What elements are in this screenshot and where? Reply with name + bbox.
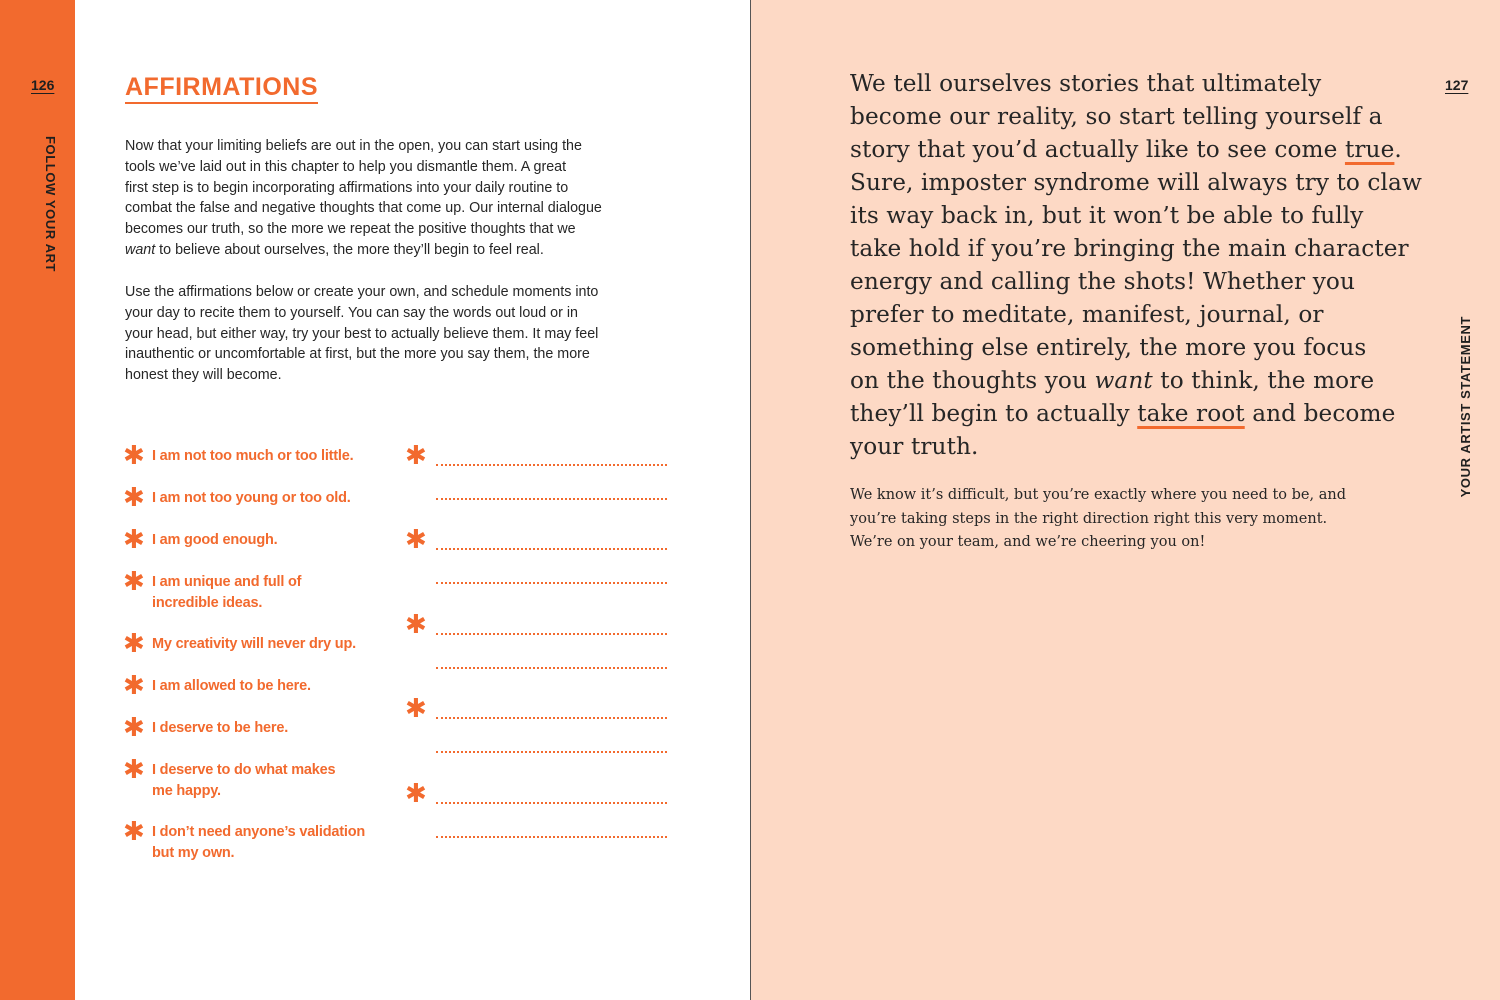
dotted-line: [436, 751, 667, 753]
text-fragment: story that you’d actually like to see come: [850, 136, 1345, 163]
closing-line: We’re on your team, and we’re cheering you on!: [850, 534, 1206, 551]
affirmation-text: [152, 718, 288, 739]
write-in-line[interactable]: [405, 525, 667, 555]
text-line: tools we’ve laid out in this chapter to help you dismantle them. A great: [125, 158, 567, 175]
affirmation-text: [152, 822, 365, 864]
asterisk-icon: ✱: [123, 629, 145, 659]
text-line: becomes our truth, so the more we repeat the positive thoughts that we: [125, 221, 576, 238]
asterisk-icon: ✱: [123, 755, 145, 785]
page-number-left: 126: [31, 77, 55, 93]
dotted-line: [436, 464, 667, 466]
section-title: AFFIRMATIONS: [125, 72, 318, 104]
text-fragment: they’ll begin to actually: [850, 400, 1138, 427]
dotted-line: [436, 717, 667, 719]
write-in-line[interactable]: [405, 818, 667, 838]
text-line: honest they will become.: [125, 367, 282, 384]
write-in-line[interactable]: [405, 649, 667, 669]
affirmation-line: I deserve to be here.: [152, 720, 289, 736]
affirmation-line: I am good enough.: [152, 532, 278, 548]
lead-line: its way back in, but it won’t be able to fully: [850, 202, 1364, 229]
closing-paragraph: [850, 484, 1410, 555]
affirmation-item: [123, 755, 393, 802]
dotted-line: [436, 548, 667, 550]
emphasis-want: want: [125, 241, 156, 258]
asterisk-icon: ✱: [123, 525, 145, 555]
affirmation-item: [123, 441, 393, 471]
affirmation-text: [152, 634, 356, 655]
write-in-line[interactable]: [405, 480, 667, 500]
dotted-line: [436, 582, 667, 584]
write-in-line[interactable]: [405, 564, 667, 584]
emphasis-want: want: [1094, 367, 1153, 394]
write-in-line[interactable]: [405, 733, 667, 753]
dotted-line: [436, 498, 667, 500]
dotted-line: [436, 836, 667, 838]
affirmation-text: [152, 446, 353, 467]
asterisk-icon: ✱: [123, 817, 145, 847]
write-in-line[interactable]: [405, 610, 667, 640]
affirmation-item: [123, 525, 393, 555]
affirmation-line: My creativity will never dry up.: [152, 636, 356, 652]
lead-line: energy and calling the shots! Whether you: [850, 268, 1356, 295]
closing-line: We know it’s difficult, but you’re exactly where you need to be, and: [850, 487, 1346, 503]
affirmation-line: incredible ideas.: [152, 595, 263, 611]
lead-line: [850, 364, 1420, 397]
underlined-word-true: true: [1344, 136, 1395, 163]
closing-line: you’re taking steps in the right direction right this very moment.: [850, 510, 1328, 527]
lead-line: We tell ourselves stories that ultimately: [850, 70, 1322, 97]
affirmation-text: [152, 760, 335, 802]
text-fragment: .: [1394, 136, 1402, 163]
asterisk-icon: ✱: [405, 694, 427, 724]
intro-paragraph-1: [125, 136, 665, 261]
lead-line: Sure, imposter syndrome will always try to claw: [850, 169, 1422, 196]
text-fragment: on the thoughts you: [850, 367, 1095, 394]
asterisk-icon: ✱: [123, 483, 145, 513]
write-in-line[interactable]: [405, 441, 667, 471]
text-line: inauthentic or uncomfortable at first, but the more you say them, the more: [125, 346, 590, 363]
page-number-right: 127: [1445, 77, 1469, 93]
affirmation-text: [152, 488, 351, 509]
asterisk-icon: ✱: [405, 610, 427, 640]
text-line: Now that your limiting beliefs are out in the open, you can start using the: [125, 138, 582, 154]
affirmation-line: I am not too much or too little.: [152, 448, 354, 464]
text-fragment: and become: [1244, 400, 1396, 427]
text-line: your head, but either way, try your best to actually believe them. It may feel: [125, 325, 599, 342]
text-fragment: to think, the more: [1152, 367, 1375, 394]
dotted-line: [436, 633, 667, 635]
text-line: your day to recite them to yourself. You can say the words out loud or in: [125, 304, 578, 321]
lead-line: prefer to meditate, manifest, journal, or: [850, 301, 1324, 328]
asterisk-icon: ✱: [405, 525, 427, 555]
lead-line: [850, 397, 1420, 430]
affirmation-line: I am allowed to be here.: [152, 678, 311, 694]
lead-line: [850, 133, 1420, 166]
lead-line: something else entirely, the more you focus: [850, 334, 1367, 361]
asterisk-icon: ✱: [123, 713, 145, 743]
affirmation-item: [123, 629, 393, 659]
running-head-left: FOLLOW YOUR ART: [43, 136, 58, 273]
affirmation-text: [152, 530, 277, 551]
lead-line: your truth.: [850, 433, 979, 460]
affirmation-text: [152, 572, 301, 614]
affirmation-item: [123, 567, 393, 614]
text-line: [125, 240, 665, 261]
asterisk-icon: ✱: [123, 441, 145, 471]
lead-paragraph: [850, 67, 1420, 463]
affirmation-line: I am not too young or too old.: [152, 490, 351, 506]
asterisk-icon: ✱: [405, 441, 427, 471]
underlined-phrase-take-root: take root: [1137, 400, 1245, 427]
dotted-line: [436, 667, 667, 669]
asterisk-icon: ✱: [123, 671, 145, 701]
text-fragment: to believe about ourselves, the more they’ll begin to feel real.: [155, 241, 544, 258]
write-in-line[interactable]: [405, 694, 667, 724]
lead-line: take hold if you’re bringing the main character: [850, 235, 1409, 262]
affirmation-line: me happy.: [152, 783, 221, 799]
running-head-right: YOUR ARTIST STATEMENT: [1458, 316, 1473, 498]
affirmation-line: I don’t need anyone’s validation: [152, 824, 366, 840]
affirmation-item: [123, 671, 393, 701]
dotted-line: [436, 802, 667, 804]
affirmation-line: I am unique and full of: [152, 574, 302, 590]
text-line: first step is to begin incorporating affirmations into your daily routine to: [125, 179, 569, 196]
affirmation-item: [123, 817, 393, 864]
affirmation-text: [152, 676, 311, 697]
affirmation-line: I deserve to do what makes: [152, 762, 336, 778]
asterisk-icon: ✱: [123, 567, 145, 597]
write-your-own-area: [405, 441, 667, 846]
asterisk-icon: ✱: [405, 779, 427, 809]
affirmation-line: but my own.: [152, 845, 235, 861]
affirmation-item: [123, 483, 393, 513]
affirmation-item: [123, 713, 393, 743]
text-line: Use the affirmations below or create your own, and schedule moments into: [125, 284, 599, 300]
lead-line: become our reality, so start telling yourself a: [850, 103, 1383, 130]
intro-paragraph-2: [125, 282, 665, 386]
left-color-band: [0, 0, 75, 1000]
text-line: combat the false and negative thoughts that come up. Our internal dialogue: [125, 200, 602, 217]
write-in-line[interactable]: [405, 779, 667, 809]
